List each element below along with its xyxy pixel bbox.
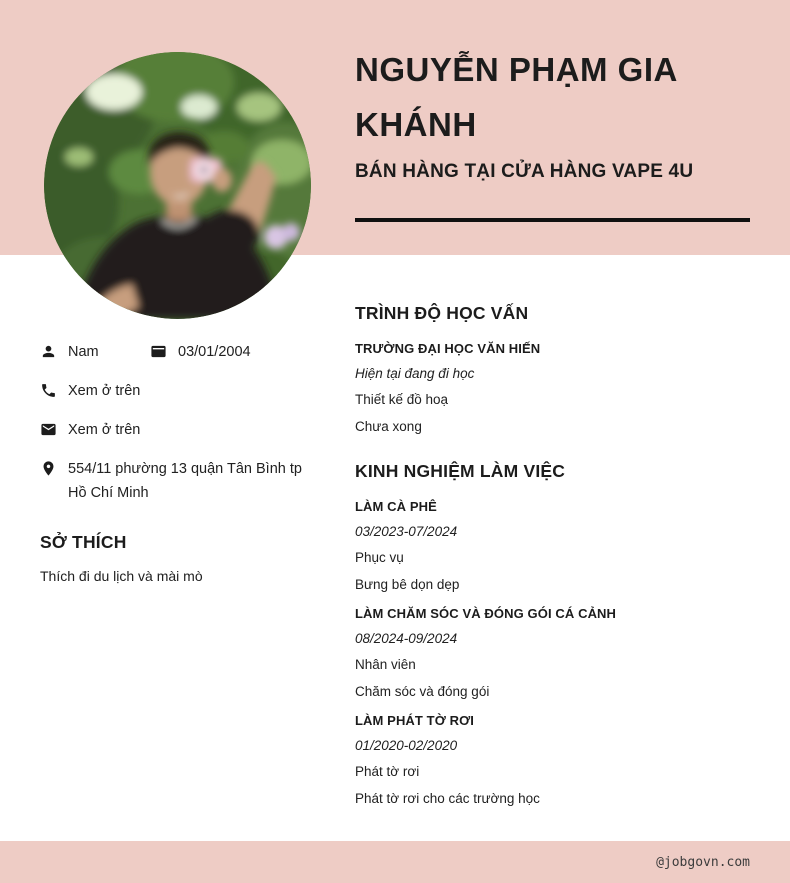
job-entry-description: Phát tờ rơi cho các trường học [355, 791, 540, 806]
email-icon [40, 421, 57, 438]
experience-heading: KINH NGHIỆM LÀM VIỆC [355, 461, 566, 481]
education-major: Thiết kế đồ hoạ [355, 392, 449, 407]
education-period: Hiện tại đang đi học [355, 366, 475, 381]
main-content [355, 303, 765, 820]
job-title: BÁN HÀNG TẠI CỬA HÀNG VAPE 4U [355, 161, 694, 182]
job-entry-description: Bưng bê dọn dẹp [355, 577, 460, 592]
person-icon [40, 343, 57, 360]
interests-text: Thích đi du lịch và mài mò [40, 568, 203, 584]
footer-bar [0, 841, 790, 883]
gender-pair [40, 340, 150, 364]
sidebar [40, 340, 320, 584]
experience-entry [355, 606, 765, 699]
birthdate-value: 03/01/2004 [178, 344, 251, 360]
calendar-icon [150, 343, 167, 360]
email-value: Xem ở trên [68, 422, 141, 438]
location-icon [40, 460, 57, 477]
header [355, 42, 755, 222]
section-gap [355, 448, 765, 461]
education-heading: TRÌNH ĐỘ HỌC VẤN [355, 303, 529, 323]
job-entry-title: LÀM PHÁT TỜ RƠI [355, 713, 475, 728]
email-row [40, 418, 320, 442]
birthdate-pair [150, 340, 251, 364]
address-value: 554/11 phường 13 quận Tân Bình tp Hồ Chí Minh [68, 461, 302, 501]
experience-entry [355, 499, 765, 592]
job-entry-period: 03/2023-07/2024 [355, 524, 458, 539]
gender-birthdate-row [40, 340, 320, 364]
job-entry-position: Phát tờ rơi [355, 764, 420, 779]
school-name: TRƯỜNG ĐẠI HỌC VĂN HIẾN [355, 341, 541, 356]
education-status: Chưa xong [355, 419, 422, 434]
phone-value: Xem ở trên [68, 383, 141, 399]
phone-row [40, 379, 320, 403]
full-name: NGUYỄN PHẠM GIA KHÁNH [355, 51, 677, 143]
job-entry-position: Phục vụ [355, 550, 404, 565]
job-entry-title: LÀM CÀ PHÊ [355, 499, 437, 514]
education-entry [355, 341, 765, 434]
watermark: @jobgovn.com [656, 854, 750, 870]
address-row [40, 457, 320, 505]
job-entry-title: LÀM CHĂM SÓC VÀ ĐÓNG GÓI CÁ CẢNH [355, 606, 617, 621]
job-entry-description: Chăm sóc và đóng gói [355, 684, 490, 699]
interests-heading: SỞ THÍCH [40, 532, 127, 552]
job-entry-period: 01/2020-02/2020 [355, 738, 458, 753]
header-divider [355, 218, 750, 222]
job-entry-position: Nhân viên [355, 657, 416, 672]
profile-photo-illustration [44, 52, 311, 319]
job-entry-period: 08/2024-09/2024 [355, 631, 458, 646]
experience-entry [355, 713, 765, 806]
phone-icon [40, 382, 57, 399]
profile-photo [44, 52, 311, 319]
gender-value: Nam [68, 344, 99, 360]
